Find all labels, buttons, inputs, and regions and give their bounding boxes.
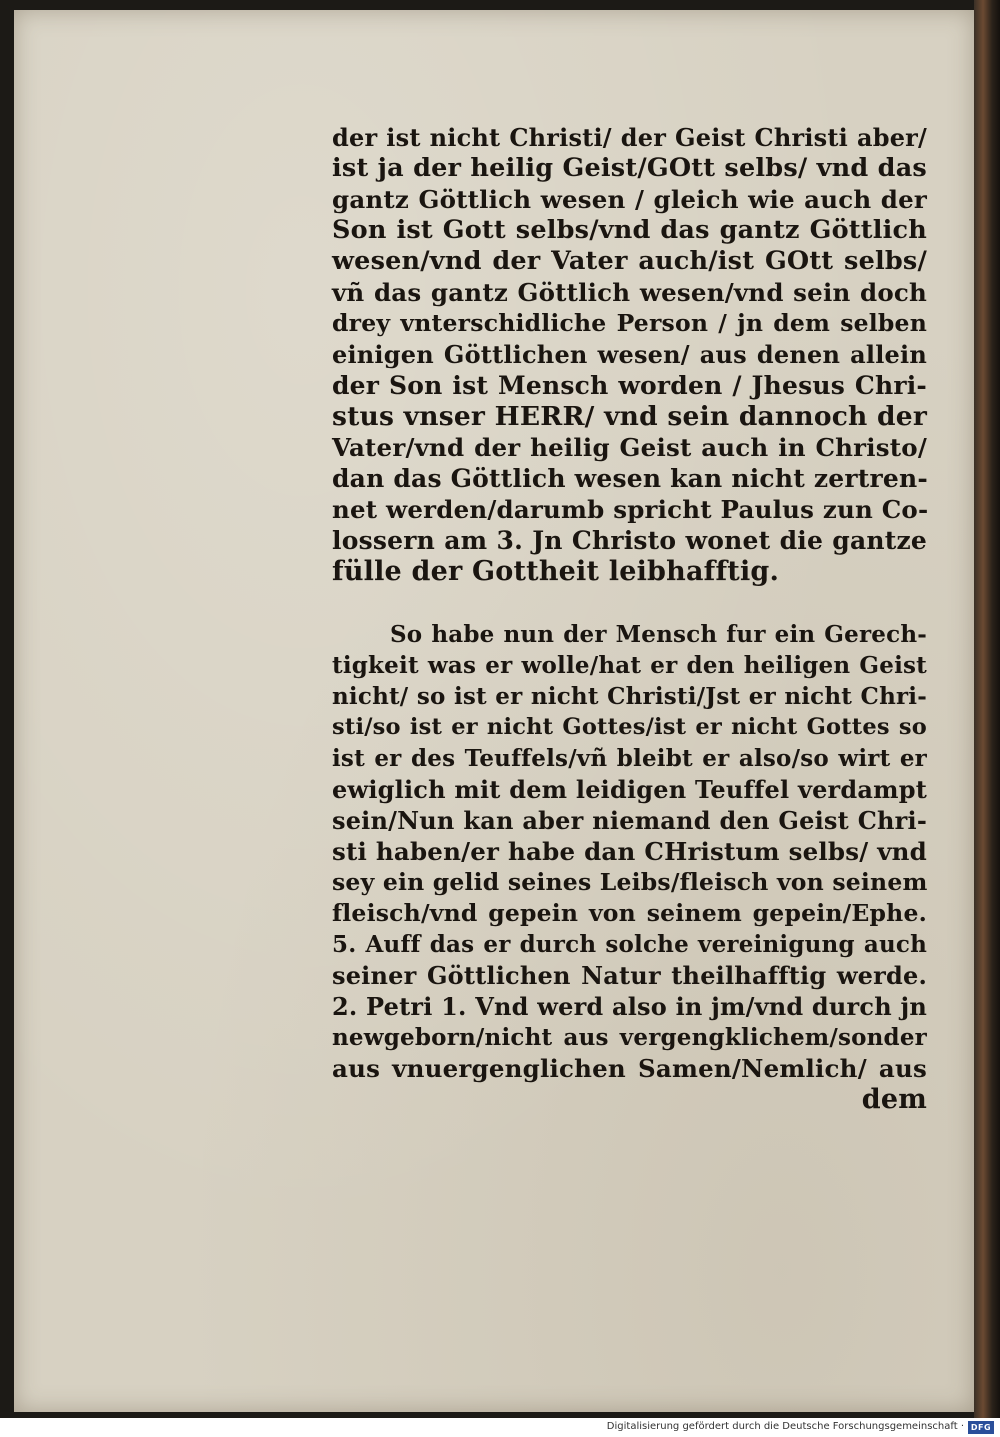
text-line: tigkeit was er wolle/hat er den heiligen Geist [332, 652, 927, 679]
text-line: der Son ist Mensch worden / Jhesus Chri- [332, 371, 927, 400]
book-page [14, 10, 974, 1412]
digitization-footer [0, 1418, 1000, 1437]
text-line: sein/Nun kan aber niemand den Geist Chri- [332, 806, 927, 835]
text-line: einigen Göttlichen wesen/ aus denen allein [332, 340, 927, 369]
text-line: gantz Göttlich wesen / gleich wie auch der [332, 185, 927, 214]
text-block [332, 122, 927, 1115]
paragraph-gap [332, 587, 927, 619]
footer-credit: Digitalisierung gefördert durch die Deutsche Forschungsgemeinschaft · [606, 1421, 964, 1432]
text-line: sti haben/er habe dan CHristum selbs/ vnd [332, 837, 927, 866]
text-line: ewiglich mit dem leidigen Teuffel verdampt [332, 775, 927, 804]
text-line: nicht/ so ist er nicht Christi/Jst er nicht Chri- [332, 683, 927, 710]
text-line: ist ja der heilig Geist/GOtt selbs/ vnd das [332, 153, 927, 183]
text-line: der ist nicht Christi/ der Geist Christi aber/ [332, 123, 927, 152]
text-line: lossern am 3. Jn Christo wonet die gantze [332, 526, 927, 555]
text-line: drey vnterschidliche Person / jn dem selben [332, 309, 927, 337]
text-line: fülle der Gottheit leibhafftig. [332, 556, 780, 587]
text-line: 2. Petri 1. Vnd werd also in jm/vnd durch jn [332, 992, 927, 1021]
text-line: aus vnuergenglichen Samen/Nemlich/ aus [332, 1054, 927, 1083]
text-line: seiner Göttlichen Natur theilhafftig werde. [332, 961, 927, 990]
text-line: fleisch/vnd gepein von seinem gepein/Ephe. [332, 899, 927, 927]
text-line: newgeborn/nicht aus vergengklichem/sonder [332, 1024, 927, 1051]
text-line: net werden/darumb spricht Paulus zun Co- [332, 495, 929, 524]
text-line: vñ das gantz Göttlich wesen/vnd sein doch [332, 278, 927, 307]
paragraph-2 [332, 619, 927, 1115]
text-line: stus vnser HERR/ vnd sein dannoch der [332, 401, 927, 432]
text-line: Son ist Gott selbs/vnd das gantz Göttlich [332, 215, 927, 245]
text-line: ist er des Teuffels/vñ bleibt er also/so wirt er [332, 745, 927, 772]
book-spine-edge [974, 0, 1000, 1418]
dfg-logo-icon: DFG [968, 1421, 994, 1434]
text-line: Vater/vnd der heilig Geist auch in Christo/ [332, 433, 927, 462]
text-line: So habe nun der Mensch fur ein Gerech- [390, 621, 927, 648]
text-line: dan das Göttlich wesen kan nicht zertren- [332, 464, 928, 493]
text-line: sti/so ist er nicht Gottes/ist er nicht Gottes so [332, 714, 927, 740]
paragraph-1 [332, 122, 927, 587]
text-line: sey ein gelid seines Leibs/fleisch von seinem [332, 868, 928, 896]
text-line: 5. Auff das er durch solche vereinigung auch [332, 931, 927, 958]
catchword: dem [861, 1084, 927, 1115]
text-line: wesen/vnd der Vater auch/ist GOtt selbs/ [332, 246, 927, 276]
